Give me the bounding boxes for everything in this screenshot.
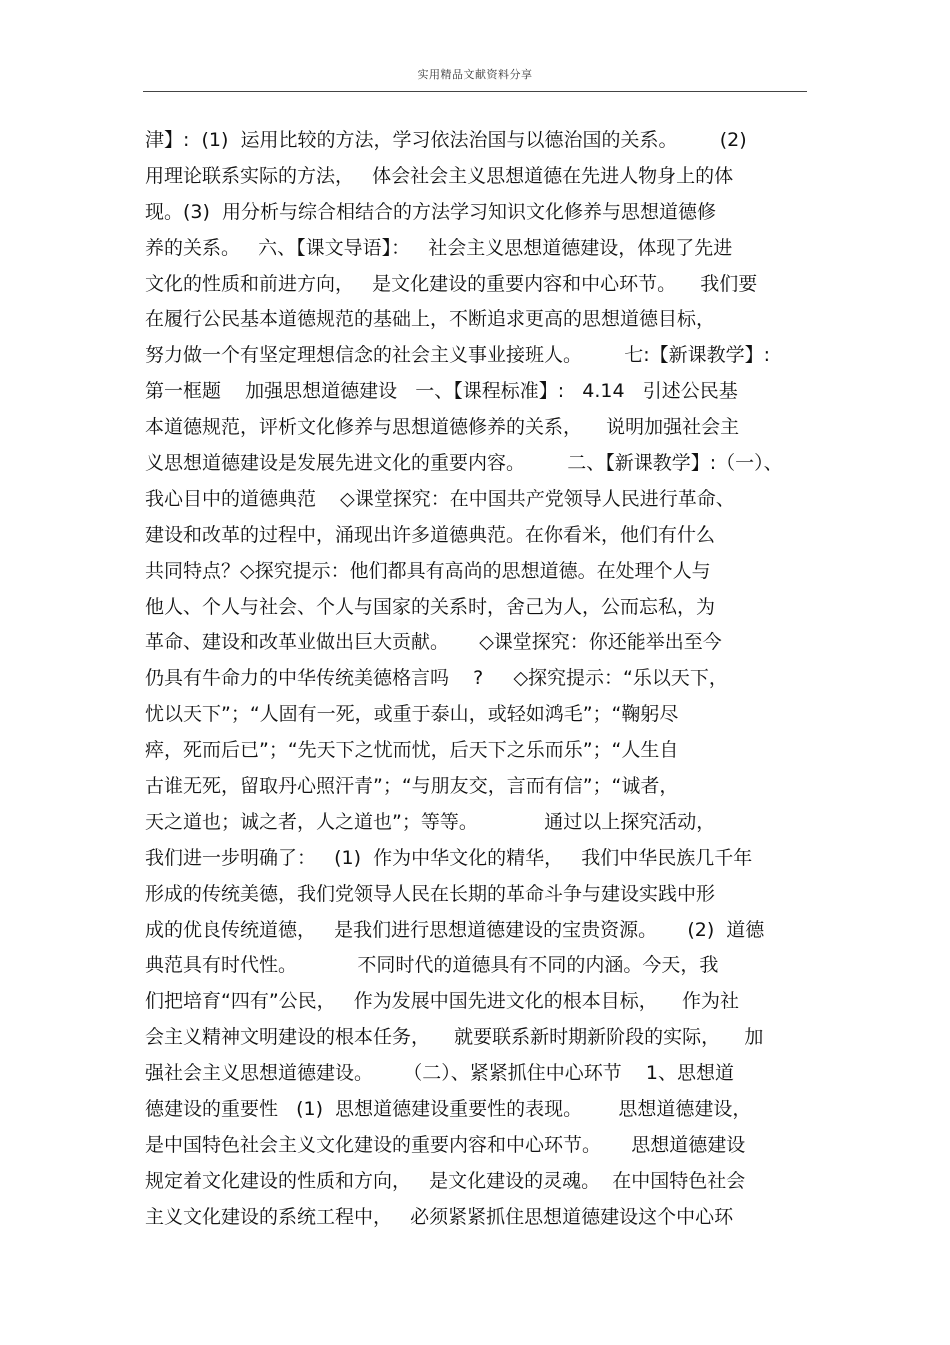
text-line: 形成的传统美德，我们党领导人民在长期的革命斗争与建设实践中形 <box>145 882 716 905</box>
text-line: 是中国特色社会主义文化建设的重要内容和中心环节。 思想道德建设 <box>145 1133 746 1156</box>
page-header: 实用精品文献资料分享 <box>417 68 533 81</box>
text-line: 养的关系。 六、【课文导语】： 社会主义思想道德建设，体现了先进 <box>145 236 733 259</box>
text-line: 义思想道德建设是发展先进文化的重要内容。 二、【新课教学】:（一）、 <box>145 452 783 475</box>
text-line: 现。(3) 用分析与综合相结合的方法学习知识文化修养与思想道德修 <box>145 200 716 223</box>
text-line: 会主义精神文明建设的根本任务， 就要联系新时期新阶段的实际， 加 <box>145 1026 764 1049</box>
text-line: 共同特点？◇探究提示：他们都具有高尚的思想道德。在处理个人与 <box>145 559 711 582</box>
text-line: 仍具有牛命力的中华传统美德格言吗 ? ◇探究提示：“乐以天下， <box>145 667 728 690</box>
text-line: 古谁无死，留取丹心照汗青”；“与朋友交，言而有信”；“诚者， <box>145 775 679 798</box>
text-line: 我心目中的道德典范 ◇课堂探究：在中国共产党领导人民进行革命、 <box>145 487 735 510</box>
text-line: 革命、建设和改革业做出巨大贡献。 ◇课堂探究：你还能举出至今 <box>145 631 722 654</box>
text-line: 德建设的重要性 (1) 思想道德建设重要性的表现。 思想道德建设， <box>145 1098 752 1121</box>
text-line: 瘁，死而后已”；“先天下之忧而忧，后天下之乐而乐”；“人生自 <box>145 739 679 762</box>
text-line: 文化的性质和前进方向， 是文化建设的重要内容和中心环节。 我们要 <box>145 272 758 295</box>
text-line: 天之道也；诚之者，人之道也”；等等。 通过以上探究活动， <box>145 810 716 833</box>
text-line: 在履行公民基本道德规范的基础上，不断追求更高的思想道德目标， <box>145 308 716 331</box>
text-line: 规定着文化建设的性质和方向， 是文化建设的灵魂。 在中国特色社会 <box>145 1169 746 1192</box>
text-line: 本道德规范，评析文化修养与思想道德修养的关系， 说明加强社会主 <box>145 416 740 439</box>
text-line: 建设和改革的过程中，涌现出许多道德典范。在你看米，他们有什么 <box>145 523 716 546</box>
text-line: 津】: (1) 运用比较的方法，学习依法治国与以德治国的关系。 (2) <box>145 129 747 151</box>
text-line: 第一框题 加强思想道德建设 一、【课程标准】: 4.14 引述公民基 <box>145 380 738 403</box>
text-line: 典范具有时代性。 不同时代的道德具有不同的内涵。今天，我 <box>145 954 719 977</box>
text-line: 我们进一步明确了： (1) 作为中华文化的精华， 我们中华民族几千年 <box>145 846 753 869</box>
text-line: 成的优良传统道德， 是我们进行思想道德建设的宝贵资源。 (2) 道德 <box>145 918 765 941</box>
text-line: 忧以天下”；“人固有一死，或重于泰山，或轻如鸿毛”；“鞠躬尽 <box>145 703 679 726</box>
text-line: 他人、个人与社会、个人与国家的关系时，舍己为人，公而忘私，为 <box>145 595 716 618</box>
document-body <box>145 123 825 1236</box>
text-line: 们把培育“四有”公民， 作为发展中国先进文化的根本目标， 作为社 <box>145 990 739 1013</box>
text-line: 用理论联系实际的方法， 体会社会主义思想道德在先进人物身上的体 <box>145 164 734 187</box>
header-divider <box>143 91 807 92</box>
text-line: 主义文化建设的系统工程中， 必须紧紧抓住思想道德建设这个中心环 <box>145 1205 734 1228</box>
text-line: 强社会主义思想道德建设。 （二）、紧紧抓住中心环节 1、思想道 <box>145 1062 734 1085</box>
text-line: 努力做一个有坚定理想信念的社会主义事业接班人。 七:【新课教学】: <box>145 344 771 367</box>
